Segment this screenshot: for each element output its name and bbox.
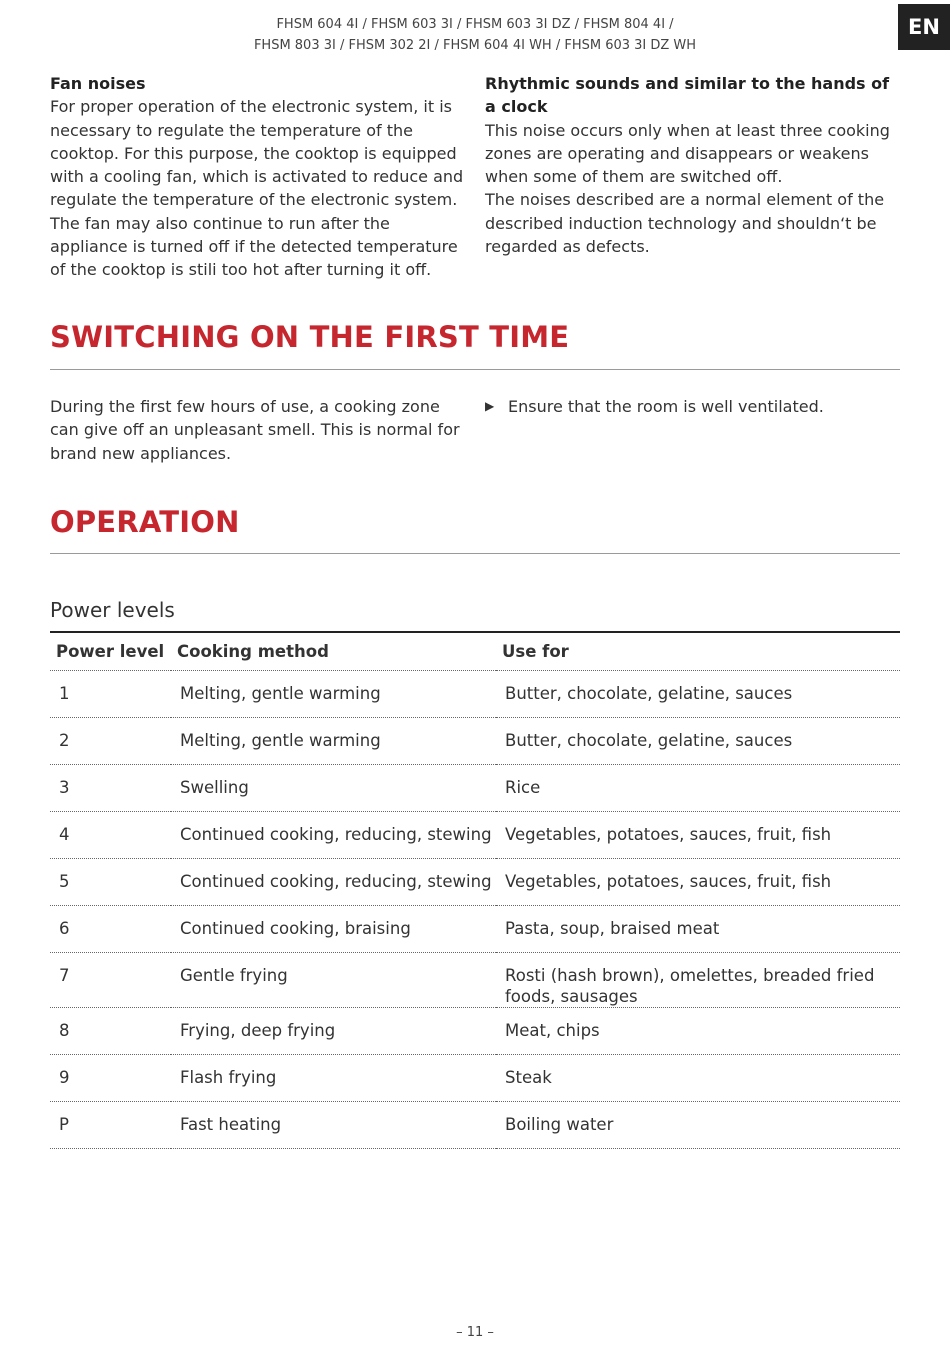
fan-noises-body: For proper operation of the electronic system, it is necessary to regulate the temperature of the cooktop. For this purpose, the cooktop is equipped with a cooling fan, which is activated to reduce and regulate the temperature of the electronic system. The fan may also continue to run after the appliance is turned off if the detected temperature of the cooktop is stili too hot after turning it off. <box>50 97 464 280</box>
switching-on-text: During the first few hours of use, a cooking zone can give off an unpleasant smell. This is normal for brand new appliances. <box>50 397 460 463</box>
cell-use-for: Vegetables, potatoes, sauces, fruit, fish <box>496 812 900 859</box>
cell-power-level: 5 <box>50 859 171 906</box>
cell-use-for: Rice <box>496 765 900 812</box>
cell-cooking-method: Melting, gentle warming <box>171 671 496 718</box>
column-header-use-for: Use for <box>496 632 900 671</box>
triangle-bullet-icon: ▶ <box>485 399 495 413</box>
cell-cooking-method: Fast heating <box>171 1102 496 1149</box>
cell-power-level: 9 <box>50 1055 171 1102</box>
cell-power-level: P <box>50 1102 171 1149</box>
table-row <box>50 765 900 812</box>
column-header-power-level: Power level <box>50 632 171 671</box>
ventilation-bullet <box>485 395 900 418</box>
cell-cooking-method: Continued cooking, braising <box>171 906 496 953</box>
cell-use-for: Butter, chocolate, gelatine, sauces <box>496 671 900 718</box>
cell-cooking-method: Gentle frying <box>171 953 496 1008</box>
cell-cooking-method: Continued cooking, reducing, stewing <box>171 812 496 859</box>
table-row <box>50 1008 900 1055</box>
cell-power-level: 6 <box>50 906 171 953</box>
operation-title: OPERATION <box>50 505 240 539</box>
header-model-list <box>150 14 800 56</box>
table-header-row <box>50 632 900 671</box>
rhythmic-sounds-section <box>485 72 900 258</box>
table-row <box>50 718 900 765</box>
cell-use-for: Pasta, soup, braised meat <box>496 906 900 953</box>
cell-cooking-method: Flash frying <box>171 1055 496 1102</box>
power-levels-table <box>50 631 900 1149</box>
rhythmic-sounds-heading: Rhythmic sounds and similar to the hands of a clock <box>485 74 890 117</box>
page-number: – 11 – <box>456 1325 494 1340</box>
cell-use-for: Meat, chips <box>496 1008 900 1055</box>
rhythmic-sounds-body-1: This noise occurs only when at least three cooking zones are operating and disappears or weakens when some of them are switched off. <box>485 120 890 187</box>
header-models-line-2: FHSM 803 3I / FHSM 302 2I / FHSM 604 4I WH / FHSM 603 3I DZ WH <box>253 38 697 53</box>
fan-noises-heading: Fan noises <box>50 74 146 93</box>
cell-use-for: Rosti (hash brown), omelettes, breaded fried foods, sausages <box>496 953 900 1008</box>
power-levels-title: Power levels <box>50 598 175 622</box>
cell-power-level: 3 <box>50 765 171 812</box>
table-row <box>50 1102 900 1149</box>
table-row <box>50 812 900 859</box>
switching-on-title: SWITCHING ON THE FIRST TIME <box>50 320 570 354</box>
language-badge: EN <box>898 4 950 50</box>
column-header-cooking-method: Cooking method <box>171 632 496 671</box>
cell-power-level: 8 <box>50 1008 171 1055</box>
table-row <box>50 953 900 1008</box>
cell-power-level: 2 <box>50 718 171 765</box>
cell-power-level: 4 <box>50 812 171 859</box>
cell-cooking-method: Frying, deep frying <box>171 1008 496 1055</box>
cell-cooking-method: Melting, gentle warming <box>171 718 496 765</box>
cell-power-level: 7 <box>50 953 171 1008</box>
switching-on-body <box>50 395 470 465</box>
section-divider <box>50 553 900 554</box>
fan-noises-section <box>50 72 470 282</box>
cell-cooking-method: Continued cooking, reducing, stewing <box>171 859 496 906</box>
cell-use-for: Vegetables, potatoes, sauces, fruit, fish <box>496 859 900 906</box>
rhythmic-sounds-body-2: The noises described are a normal element of the described induction technology and shouldn‘t be regarded as defects. <box>485 190 885 257</box>
cell-power-level: 1 <box>50 671 171 718</box>
cell-use-for: Butter, chocolate, gelatine, sauces <box>496 718 900 765</box>
cell-cooking-method: Swelling <box>171 765 496 812</box>
header-models-line-1: FHSM 604 4I / FHSM 603 3I / FHSM 603 3I DZ / FHSM 804 4I / <box>276 17 674 32</box>
cell-use-for: Steak <box>496 1055 900 1102</box>
cell-use-for: Boiling water <box>496 1102 900 1149</box>
section-divider <box>50 369 900 370</box>
table-row <box>50 906 900 953</box>
table-row <box>50 1055 900 1102</box>
ventilation-bullet-text: Ensure that the room is well ventilated. <box>508 397 824 416</box>
table-row <box>50 859 900 906</box>
table-row <box>50 671 900 718</box>
